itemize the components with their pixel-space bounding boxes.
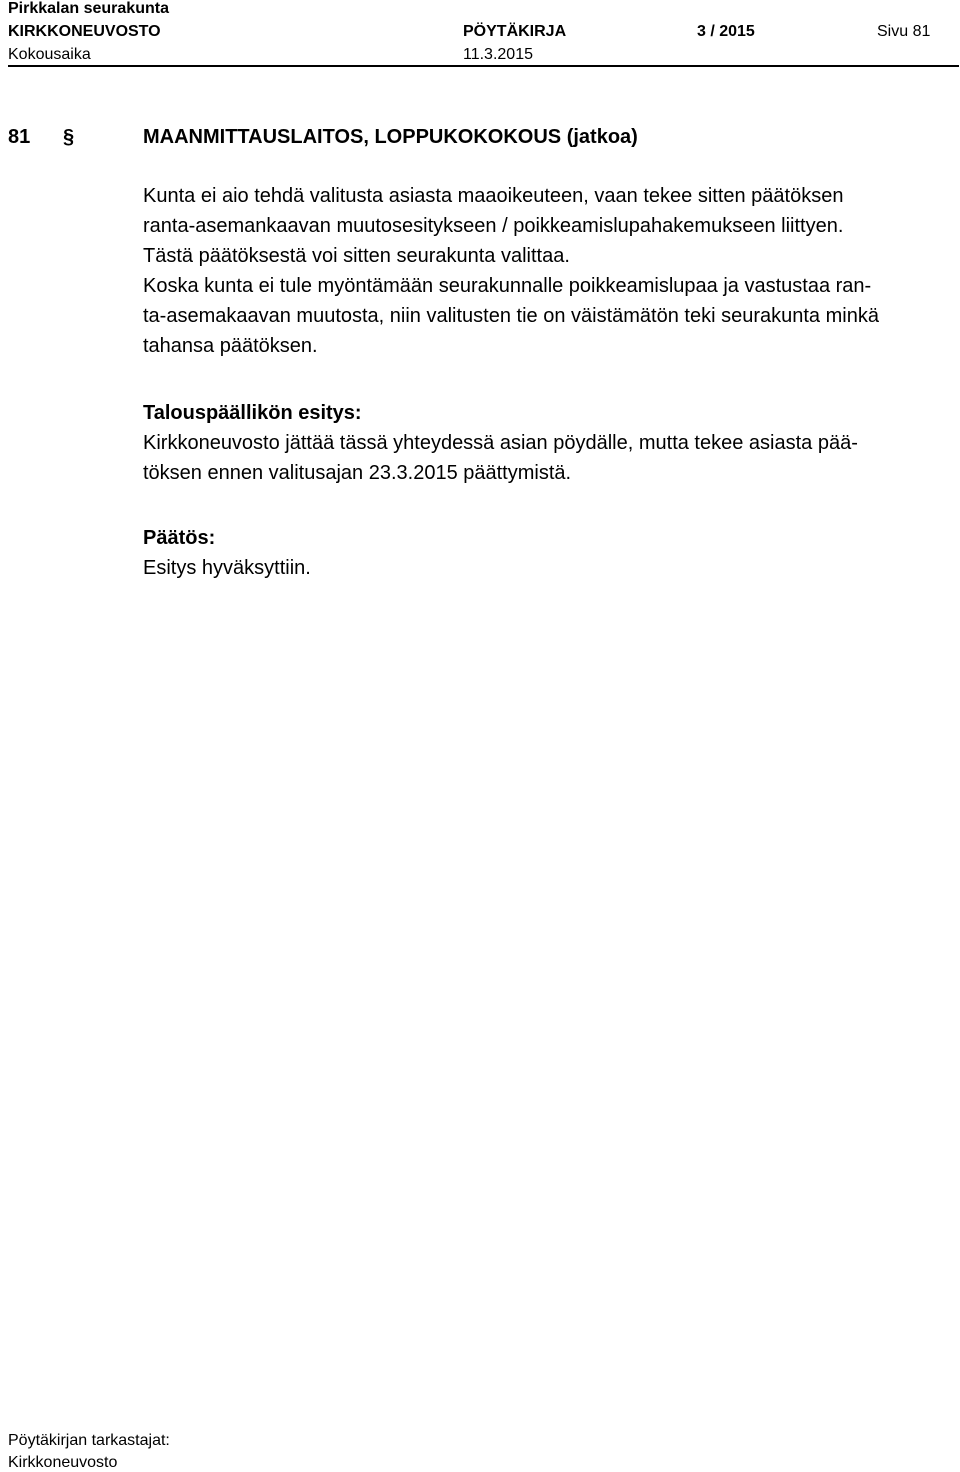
- body-line: ranta-asemankaavan muutosesitykseen / poikkeamislupahakemukseen liittyen.: [143, 215, 844, 237]
- meeting-number: 3 / 2015: [697, 23, 755, 40]
- section-number: 81: [8, 126, 31, 148]
- organization-name: Pirkkalan seurakunta: [8, 0, 169, 17]
- decision-block: [143, 523, 953, 583]
- decision-heading: Päätös:: [143, 527, 216, 549]
- reviewers-label: Pöytäkirjan tarkastajat:: [8, 1432, 170, 1449]
- page-number: Sivu 81: [877, 23, 931, 40]
- decision-text: Esitys hyväksyttiin.: [143, 557, 311, 579]
- proposal-block: [143, 398, 953, 488]
- header-divider: [8, 65, 959, 67]
- body-line: ta-asemakaavan muutosta, niin valitusten tie on väistämätön teki seurakunta minkä: [143, 305, 879, 327]
- meeting-time-label: Kokousaika: [8, 46, 91, 63]
- section-body: [143, 181, 953, 361]
- document-type: PÖYTÄKIRJA: [463, 23, 567, 40]
- body-line: Kunta ei aio tehdä valitusta asiasta maaoikeuteen, vaan tekee sitten päätöksen: [143, 185, 844, 207]
- body-line: Tästä päätöksestä voi sitten seurakunta valittaa.: [143, 245, 570, 267]
- section-symbol-icon: §: [63, 126, 75, 148]
- meeting-date: 11.3.2015: [463, 46, 533, 63]
- proposal-heading: Talouspäällikön esitys:: [143, 402, 362, 424]
- footer-body-label: Kirkkoneuvosto: [8, 1454, 118, 1471]
- body-line: tahansa päätöksen.: [143, 335, 318, 357]
- body-name: KIRKKONEUVOSTO: [8, 23, 161, 40]
- section-title: MAANMITTAUSLAITOS, LOPPUKOKOKOUS (jatkoa): [143, 126, 638, 148]
- proposal-line: Kirkkoneuvosto jättää tässä yhteydessä asian pöydälle, mutta tekee asiasta pää-: [143, 432, 858, 454]
- proposal-line: töksen ennen valitusajan 23.3.2015 päättymistä.: [143, 462, 572, 484]
- body-line: Koska kunta ei tule myöntämään seurakunnalle poikkeamislupaa ja vastustaa ran-: [143, 275, 872, 297]
